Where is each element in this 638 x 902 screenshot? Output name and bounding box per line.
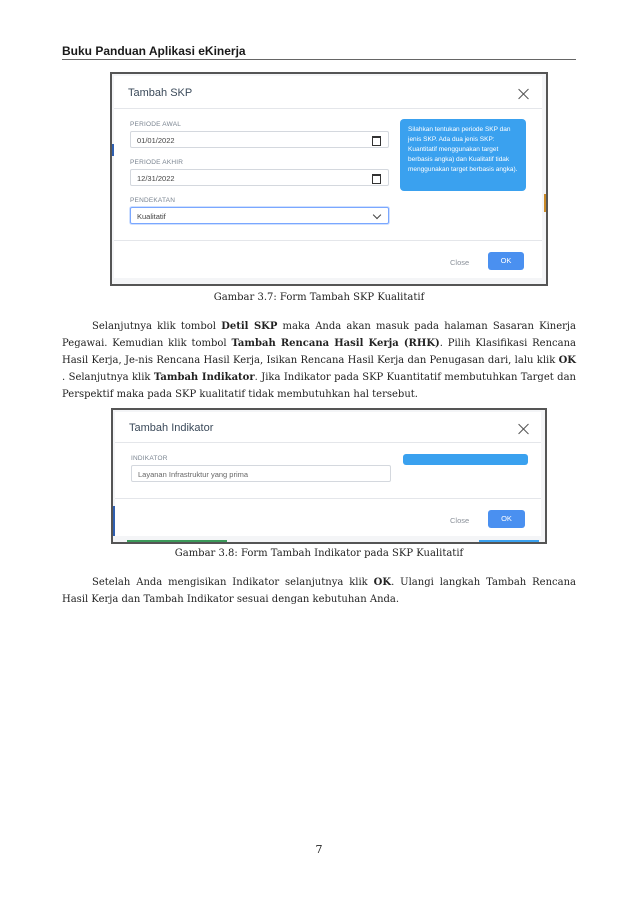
background-edge: [479, 540, 539, 542]
text: . Selanjutnya klik: [62, 372, 154, 383]
jenis-skp-info-box: Silahkan tentukan periode SKP dan jenis SKP. Ada dua jenis SKP: Kuantitatif menggunakan target berbasis angka) dan Kualitatif tidak menggunakan target berbasis angka).: [400, 119, 526, 191]
text: Selanjutnya klik tombol: [92, 321, 222, 332]
modal-title: Tambah Indikator: [129, 422, 214, 434]
paragraph: [62, 574, 576, 608]
text: Setelah Anda mengisikan Indikator selanjutnya klik: [92, 577, 374, 588]
periode-awal-label: PERIODE AWAL: [130, 121, 182, 128]
periode-akhir-value: 12/31/2022: [137, 174, 175, 183]
figure-tambah-skp-screenshot: [110, 72, 548, 286]
figure-tambah-indikator-screenshot: [111, 408, 547, 544]
modal-footer-divider: [115, 498, 541, 499]
header-rule: [62, 59, 576, 60]
periode-awal-input[interactable]: [130, 131, 389, 148]
tambah-indikator-modal: [115, 412, 541, 536]
periode-awal-value: 01/01/2022: [137, 136, 175, 145]
modal-footer-divider: [114, 240, 542, 241]
pendekatan-select[interactable]: [130, 207, 389, 224]
modal-header-divider: [115, 442, 541, 443]
pendekatan-value: Kualitatif: [137, 212, 166, 221]
background-edge: [127, 540, 227, 542]
ok-button[interactable]: OK: [488, 510, 525, 528]
modal-title: Tambah SKP: [128, 87, 193, 99]
ok-button[interactable]: OK: [488, 252, 524, 270]
indikator-value: Layanan Infrastruktur yang prima: [138, 470, 249, 479]
emphasis: OK: [558, 355, 576, 366]
emphasis: Detil SKP: [221, 321, 278, 332]
emphasis: OK: [373, 577, 392, 588]
figure-caption: Gambar 3.8: Form Tambah Indikator pada SKP Kualitatif: [174, 548, 464, 559]
page-number: 7: [315, 843, 323, 856]
indikator-input[interactable]: [131, 465, 391, 482]
text: maka Anda akan masuk pada halaman Sasaran Kinerja Pegawai. Kemudian klik tombol: [62, 321, 576, 349]
emphasis: Tambah Rencana Hasil Kerja (RHK): [231, 338, 440, 349]
document-header-title: Buku Panduan Aplikasi eKinerja: [62, 44, 246, 58]
text: . Pilih Klasifikasi Rencana Hasil Kerja, Je-nis Rencana Hasil Kerja, Isikan Rencana Hasil Kerja dan Penugasan dari, lalu klik: [62, 338, 576, 366]
figure-caption: Gambar 3.7: Form Tambah SKP Kualitatif: [213, 292, 425, 303]
text: . Jika Indikator pada SKP Kuantitatif membutuhkan Target dan Perspektif maka pada SKP kualitatif tidak membutuhkan hal tersebut.: [62, 372, 576, 400]
calendar-icon[interactable]: [372, 174, 381, 184]
close-icon[interactable]: [518, 88, 530, 100]
info-bar: [403, 454, 528, 465]
close-icon[interactable]: [518, 423, 530, 435]
text: . Ulangi langkah Tambah Rencana Hasil Kerja dan Tambah Indikator sesuai dengan kebutuhan Anda.: [62, 577, 577, 605]
close-button[interactable]: Close: [450, 516, 470, 525]
background-edge: [544, 194, 546, 212]
emphasis: Tambah Indikator: [153, 372, 255, 383]
paragraph: [62, 318, 576, 403]
tambah-skp-modal: [114, 76, 542, 278]
close-button[interactable]: Close: [450, 258, 470, 267]
indikator-label: INDIKATOR: [131, 455, 168, 462]
pendekatan-label: PENDEKATAN: [130, 197, 176, 204]
periode-akhir-label: PERIODE AKHIR: [130, 159, 184, 166]
periode-akhir-input[interactable]: [130, 169, 389, 186]
chevron-down-icon: [373, 211, 381, 219]
calendar-icon[interactable]: [372, 136, 381, 146]
modal-header-divider: [114, 108, 542, 109]
